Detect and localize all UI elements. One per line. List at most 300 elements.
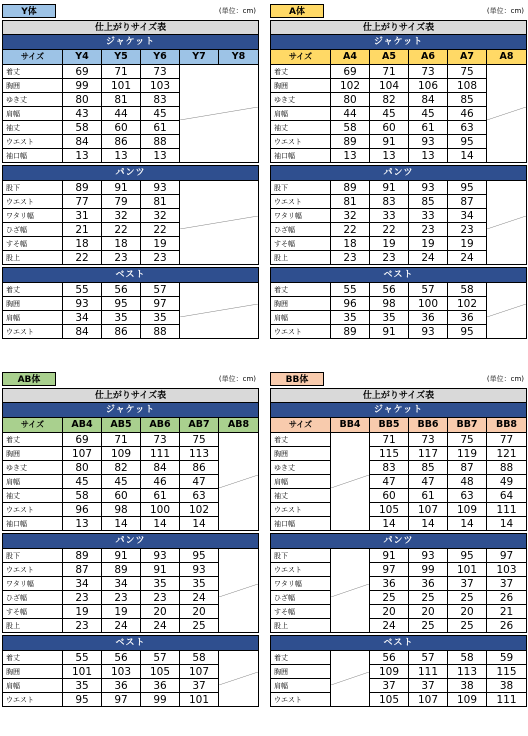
section-header-pants: パンツ — [271, 534, 527, 549]
measure-value: 25 — [409, 591, 448, 605]
section-header-vest: ベスト — [271, 636, 527, 651]
measure-value: 43 — [63, 107, 102, 121]
measure-label: 肩幅 — [271, 311, 331, 325]
size-column-header: BB5 — [370, 418, 409, 433]
size-table — [270, 388, 527, 707]
measure-value: 71 — [102, 433, 141, 447]
measure-value: 46 — [448, 107, 487, 121]
measure-value: 24 — [409, 251, 448, 265]
measure-value: 58 — [180, 651, 219, 665]
measure-value: 99 — [63, 79, 102, 93]
body-type-tag: A体 — [270, 4, 324, 18]
measure-label: 胸囲 — [271, 79, 331, 93]
table-title: 仕上がりサイズ表 — [271, 389, 527, 403]
measure-value: 20 — [409, 605, 448, 619]
measure-value: 36 — [370, 577, 409, 591]
measure-value: 83 — [141, 93, 180, 107]
measure-value: 18 — [63, 237, 102, 251]
measure-value: 57 — [409, 651, 448, 665]
measure-value: 13 — [63, 149, 102, 163]
measure-value: 99 — [409, 563, 448, 577]
section-header-vest: ベスト — [271, 268, 527, 283]
empty-cell-diagonal — [331, 651, 370, 707]
measure-value: 100 — [141, 503, 180, 517]
measure-value: 86 — [180, 461, 219, 475]
measure-value: 45 — [102, 475, 141, 489]
empty-cell-diagonal — [219, 433, 259, 531]
measure-label: 肩幅 — [3, 679, 63, 693]
measure-value: 98 — [370, 297, 409, 311]
size-column-header: A6 — [409, 50, 448, 65]
measure-label: 胸囲 — [271, 665, 331, 679]
measure-label: すそ幅 — [271, 605, 331, 619]
pants-row — [271, 577, 527, 591]
measure-label: 袖口幅 — [3, 149, 63, 163]
size-header-label: サイズ — [271, 418, 331, 433]
measure-value: 59 — [487, 651, 527, 665]
measure-value: 23 — [409, 223, 448, 237]
measure-value: 84 — [63, 135, 102, 149]
measure-value: 61 — [409, 489, 448, 503]
measure-value: 61 — [409, 121, 448, 135]
measure-label: ゆき丈 — [271, 461, 331, 475]
measure-value: 63 — [448, 489, 487, 503]
measure-value: 117 — [409, 447, 448, 461]
measure-value: 100 — [409, 297, 448, 311]
measure-value: 81 — [141, 195, 180, 209]
table-title: 仕上がりサイズ表 — [3, 21, 259, 35]
measure-value: 71 — [102, 65, 141, 79]
empty-cell-diagonal — [180, 181, 259, 265]
measure-value: 23 — [331, 251, 370, 265]
measure-value: 37 — [370, 679, 409, 693]
measure-label: ゆき丈 — [271, 93, 331, 107]
measure-value: 26 — [487, 619, 527, 633]
measure-value: 63 — [180, 489, 219, 503]
measure-value: 88 — [141, 135, 180, 149]
pants-row — [271, 563, 527, 577]
empty-cell-diagonal — [180, 283, 259, 339]
measure-value: 121 — [487, 447, 527, 461]
size-column-header: AB4 — [63, 418, 102, 433]
measure-label: 着丈 — [271, 283, 331, 297]
measure-value: 36 — [102, 679, 141, 693]
jacket-row — [271, 475, 527, 489]
measure-value: 101 — [448, 563, 487, 577]
measure-value: 38 — [448, 679, 487, 693]
measure-value: 93 — [409, 325, 448, 339]
measure-label: ひざ幅 — [271, 223, 331, 237]
measure-value: 26 — [487, 591, 527, 605]
measure-value: 56 — [102, 651, 141, 665]
size-column-header: BB8 — [487, 418, 527, 433]
size-column-header: A7 — [448, 50, 487, 65]
empty-cell-diagonal — [219, 549, 259, 633]
unit-label: (単位：cm) — [218, 7, 256, 15]
measure-label: 袖口幅 — [271, 517, 331, 531]
measure-value: 115 — [370, 447, 409, 461]
measure-value: 63 — [448, 121, 487, 135]
measure-value: 33 — [409, 209, 448, 223]
size-column-header: Y8 — [219, 50, 259, 65]
measure-label: 股下 — [3, 549, 63, 563]
measure-value: 44 — [102, 107, 141, 121]
table-title: 仕上がりサイズ表 — [3, 389, 259, 403]
empty-cell-diagonal — [487, 65, 527, 163]
measure-value: 71 — [370, 65, 409, 79]
section-header-pants: パンツ — [3, 166, 259, 181]
measure-value: 55 — [63, 283, 102, 297]
measure-value: 34 — [448, 209, 487, 223]
measure-value: 71 — [370, 433, 409, 447]
pants-row — [3, 181, 259, 195]
jacket-row — [271, 461, 527, 475]
measure-value: 103 — [487, 563, 527, 577]
measure-label: ワタリ幅 — [271, 209, 331, 223]
measure-value: 14 — [487, 517, 527, 531]
measure-value: 22 — [331, 223, 370, 237]
size-column-header: A8 — [487, 50, 527, 65]
measure-value: 21 — [487, 605, 527, 619]
measure-label: ひざ幅 — [3, 223, 63, 237]
measure-value: 25 — [370, 591, 409, 605]
measure-label: ひざ幅 — [271, 591, 331, 605]
section-header-vest: ベスト — [3, 636, 259, 651]
measure-value: 91 — [370, 325, 409, 339]
measure-value: 14 — [180, 517, 219, 531]
measure-value: 93 — [141, 549, 180, 563]
measure-value: 104 — [370, 79, 409, 93]
measure-value: 91 — [370, 549, 409, 563]
measure-value: 24 — [102, 619, 141, 633]
measure-label: ウエスト — [271, 325, 331, 339]
jacket-row — [271, 447, 527, 461]
size-column-header: Y6 — [141, 50, 180, 65]
measure-value: 106 — [409, 79, 448, 93]
measure-value: 80 — [63, 93, 102, 107]
pants-row — [271, 619, 527, 633]
size-table — [2, 388, 259, 707]
measure-value: 87 — [448, 461, 487, 475]
measure-label: ゆき丈 — [3, 461, 63, 475]
measure-value: 88 — [141, 325, 180, 339]
empty-cell-diagonal — [487, 181, 527, 265]
measure-value: 32 — [141, 209, 180, 223]
measure-value: 18 — [331, 237, 370, 251]
size-column-header: A5 — [370, 50, 409, 65]
measure-value: 95 — [448, 181, 487, 195]
size-column-header: A4 — [331, 50, 370, 65]
measure-value: 21 — [63, 223, 102, 237]
size-column-header: BB4 — [331, 418, 370, 433]
unit-label: (単位：cm) — [486, 375, 524, 383]
body-type-tag: BB体 — [270, 372, 324, 386]
measure-value: 108 — [448, 79, 487, 93]
measure-value: 102 — [180, 503, 219, 517]
measure-value: 69 — [331, 65, 370, 79]
measure-label: 肩幅 — [271, 475, 331, 489]
size-table — [270, 20, 527, 339]
measure-label: 袖口幅 — [3, 517, 63, 531]
measure-value: 95 — [102, 297, 141, 311]
measure-label: 肩幅 — [3, 107, 63, 121]
measure-value: 23 — [141, 591, 180, 605]
measure-value: 89 — [331, 181, 370, 195]
measure-value: 13 — [370, 149, 409, 163]
size-column-header: AB7 — [180, 418, 219, 433]
measure-value: 101 — [102, 79, 141, 93]
measure-value: 84 — [409, 93, 448, 107]
measure-value: 58 — [63, 489, 102, 503]
measure-label: 胸囲 — [3, 447, 63, 461]
measure-value: 86 — [102, 325, 141, 339]
measure-value: 23 — [102, 591, 141, 605]
measure-label: 袖丈 — [3, 489, 63, 503]
measure-value: 13 — [409, 149, 448, 163]
measure-value: 24 — [448, 251, 487, 265]
measure-value: 85 — [409, 195, 448, 209]
measure-label: すそ幅 — [3, 237, 63, 251]
measure-value: 109 — [448, 693, 487, 707]
unit-label: (単位：cm) — [218, 375, 256, 383]
measure-value: 105 — [370, 503, 409, 517]
measure-value: 89 — [331, 325, 370, 339]
measure-label: ワタリ幅 — [3, 209, 63, 223]
measure-value: 91 — [102, 181, 141, 195]
measure-value: 56 — [370, 651, 409, 665]
measure-value: 44 — [331, 107, 370, 121]
measure-value: 99 — [141, 693, 180, 707]
measure-label: 胸囲 — [271, 297, 331, 311]
measure-value: 19 — [63, 605, 102, 619]
measure-value: 83 — [370, 195, 409, 209]
measure-label: ウエスト — [271, 563, 331, 577]
measure-value: 96 — [331, 297, 370, 311]
measure-label: 袖丈 — [271, 121, 331, 135]
measure-value: 19 — [141, 237, 180, 251]
measure-value: 55 — [63, 651, 102, 665]
size-column-header: AB5 — [102, 418, 141, 433]
measure-value: 82 — [370, 93, 409, 107]
measure-label: ウエスト — [3, 195, 63, 209]
size-column-header: Y5 — [102, 50, 141, 65]
size-column-header: Y7 — [180, 50, 219, 65]
measure-value: 20 — [370, 605, 409, 619]
empty-cell-diagonal — [487, 283, 527, 339]
measure-value: 69 — [63, 65, 102, 79]
measure-label: ウエスト — [3, 503, 63, 517]
measure-value: 89 — [102, 563, 141, 577]
vest-row — [3, 283, 259, 297]
measure-value: 73 — [141, 433, 180, 447]
measure-label: 肩幅 — [3, 475, 63, 489]
measure-value: 85 — [448, 93, 487, 107]
measure-value: 105 — [370, 693, 409, 707]
measure-value: 93 — [63, 297, 102, 311]
measure-value: 14 — [102, 517, 141, 531]
jacket-row — [271, 65, 527, 79]
measure-value: 95 — [180, 549, 219, 563]
measure-value: 87 — [63, 563, 102, 577]
measure-label: ウエスト — [3, 135, 63, 149]
measure-value: 93 — [409, 181, 448, 195]
measure-value: 19 — [370, 237, 409, 251]
measure-value: 79 — [102, 195, 141, 209]
empty-cell-diagonal — [219, 651, 259, 707]
measure-label: ウエスト — [271, 693, 331, 707]
empty-cell-diagonal — [180, 65, 259, 163]
measure-value: 36 — [141, 679, 180, 693]
measure-value: 111 — [487, 503, 527, 517]
section-header-jacket: ジャケット — [3, 35, 259, 50]
jacket-row — [271, 489, 527, 503]
measure-value: 107 — [180, 665, 219, 679]
vest-row — [271, 679, 527, 693]
measure-value: 20 — [180, 605, 219, 619]
measure-value: 89 — [331, 135, 370, 149]
size-header-label: サイズ — [3, 418, 63, 433]
measure-value: 95 — [63, 693, 102, 707]
pants-row — [271, 181, 527, 195]
measure-label: ワタリ幅 — [271, 577, 331, 591]
measure-value: 91 — [370, 181, 409, 195]
measure-value: 19 — [448, 237, 487, 251]
measure-value: 56 — [102, 283, 141, 297]
measure-value: 14 — [448, 517, 487, 531]
jacket-row — [271, 503, 527, 517]
measure-value: 23 — [63, 619, 102, 633]
measure-value: 56 — [370, 283, 409, 297]
measure-label: 着丈 — [271, 651, 331, 665]
jacket-row — [271, 517, 527, 531]
measure-value: 35 — [141, 311, 180, 325]
measure-value: 13 — [102, 149, 141, 163]
measure-value: 36 — [409, 577, 448, 591]
vest-row — [3, 651, 259, 665]
measure-value: 47 — [370, 475, 409, 489]
measure-value: 73 — [141, 65, 180, 79]
measure-value: 58 — [63, 121, 102, 135]
measure-value: 14 — [448, 149, 487, 163]
size-header-label: サイズ — [271, 50, 331, 65]
measure-value: 91 — [102, 549, 141, 563]
measure-label: ウエスト — [3, 563, 63, 577]
measure-value: 24 — [370, 619, 409, 633]
vest-row — [271, 283, 527, 297]
measure-value: 87 — [448, 195, 487, 209]
measure-value: 109 — [370, 665, 409, 679]
measure-label: 着丈 — [3, 433, 63, 447]
measure-value: 111 — [141, 447, 180, 461]
measure-value: 31 — [63, 209, 102, 223]
measure-value: 47 — [180, 475, 219, 489]
measure-value: 60 — [370, 121, 409, 135]
measure-value: 102 — [448, 297, 487, 311]
measure-label: 肩幅 — [271, 107, 331, 121]
measure-value: 98 — [102, 503, 141, 517]
measure-value: 35 — [63, 679, 102, 693]
jacket-row — [3, 433, 259, 447]
measure-value: 73 — [409, 65, 448, 79]
measure-value: 77 — [63, 195, 102, 209]
measure-label: 股下 — [3, 181, 63, 195]
measure-value: 95 — [448, 549, 487, 563]
measure-value: 24 — [141, 619, 180, 633]
measure-value: 97 — [141, 297, 180, 311]
measure-value: 45 — [370, 107, 409, 121]
measure-value: 58 — [448, 283, 487, 297]
measure-value: 105 — [141, 665, 180, 679]
section-header-jacket: ジャケット — [271, 403, 527, 418]
measure-value: 13 — [331, 149, 370, 163]
body-type-tag: Y体 — [2, 4, 56, 18]
measure-label: 股上 — [271, 251, 331, 265]
measure-label: 股下 — [271, 181, 331, 195]
measure-value: 19 — [409, 237, 448, 251]
measure-value: 103 — [141, 79, 180, 93]
measure-value: 58 — [448, 651, 487, 665]
measure-value: 109 — [448, 503, 487, 517]
measure-value: 45 — [63, 475, 102, 489]
pants-row — [3, 549, 259, 563]
measure-value: 46 — [141, 475, 180, 489]
measure-value: 55 — [331, 283, 370, 297]
measure-value: 84 — [141, 461, 180, 475]
measure-value: 25 — [448, 619, 487, 633]
measure-label: ワタリ幅 — [3, 577, 63, 591]
measure-value: 19 — [102, 605, 141, 619]
measure-value: 57 — [141, 651, 180, 665]
measure-value: 36 — [409, 311, 448, 325]
measure-value: 32 — [331, 209, 370, 223]
size-column-header: BB6 — [409, 418, 448, 433]
measure-value: 93 — [409, 135, 448, 149]
pants-row — [271, 605, 527, 619]
measure-value: 35 — [180, 577, 219, 591]
measure-value: 84 — [63, 325, 102, 339]
measure-value: 22 — [63, 251, 102, 265]
measure-value: 23 — [141, 251, 180, 265]
measure-value: 33 — [370, 209, 409, 223]
measure-label: 着丈 — [3, 651, 63, 665]
measure-value: 109 — [102, 447, 141, 461]
measure-value: 64 — [487, 489, 527, 503]
measure-value: 107 — [409, 693, 448, 707]
measure-value: 32 — [102, 209, 141, 223]
measure-value: 89 — [63, 549, 102, 563]
measure-value: 86 — [102, 135, 141, 149]
measure-label: 袖丈 — [3, 121, 63, 135]
measure-label: ウエスト — [3, 693, 63, 707]
measure-label: ウエスト — [3, 325, 63, 339]
measure-value: 91 — [370, 135, 409, 149]
measure-label: 胸囲 — [3, 297, 63, 311]
measure-value: 60 — [102, 489, 141, 503]
measure-value: 49 — [487, 475, 527, 489]
measure-value: 60 — [370, 489, 409, 503]
measure-value: 48 — [448, 475, 487, 489]
measure-label: 胸囲 — [271, 447, 331, 461]
pants-row — [271, 549, 527, 563]
section-header-pants: パンツ — [271, 166, 527, 181]
measure-value: 34 — [63, 577, 102, 591]
empty-cell-diagonal — [331, 433, 370, 531]
measure-label: 胸囲 — [3, 665, 63, 679]
measure-value: 20 — [141, 605, 180, 619]
section-header-jacket: ジャケット — [271, 35, 527, 50]
measure-value: 61 — [141, 121, 180, 135]
measure-label: すそ幅 — [271, 237, 331, 251]
